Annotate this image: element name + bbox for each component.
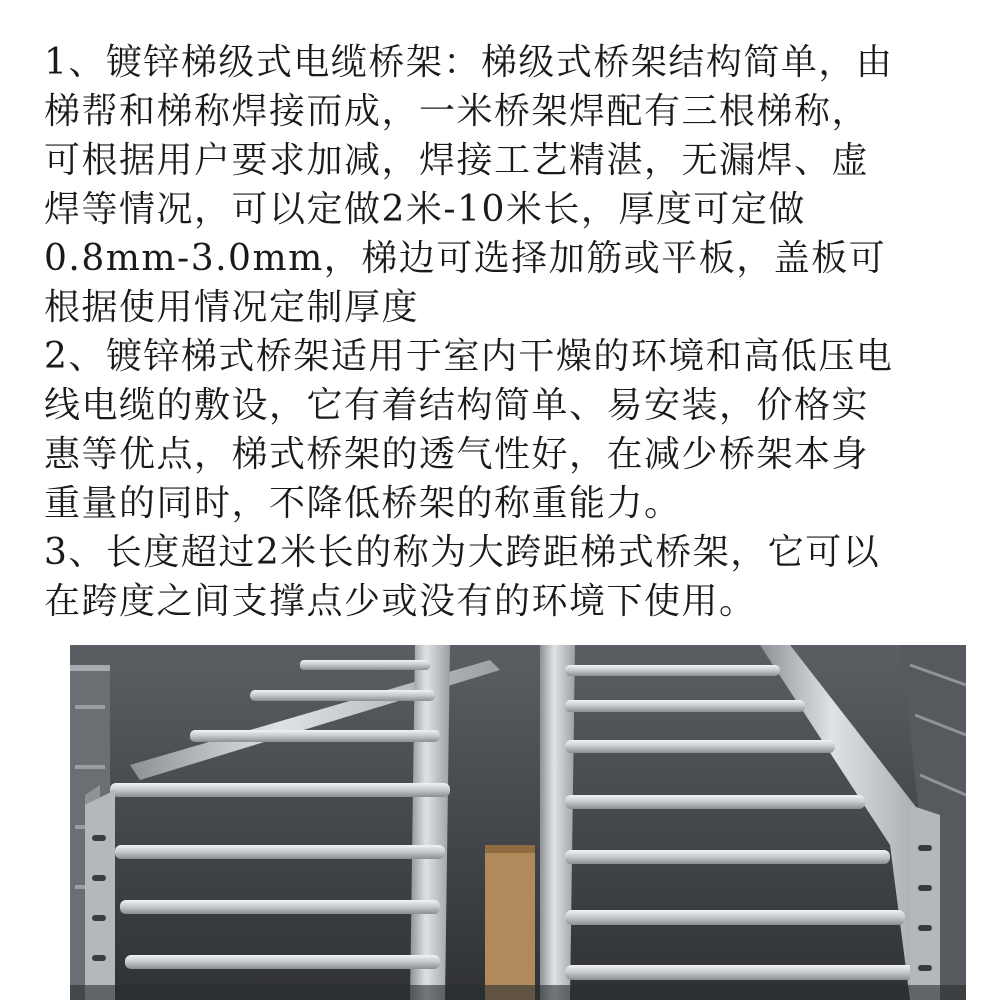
paragraph-line: 线电缆的敷设，它有着结构简单、易安装，价格实 (44, 385, 870, 426)
paragraph-line: 2、镀锌梯式桥架适用于室内干燥的环境和高低压电 (44, 336, 894, 377)
paragraph-line: 梯帮和梯称焊接而成，一米桥架焊配有三根梯称， (44, 91, 870, 132)
paragraph-line: 3、长度超过2米长的称为大跨距梯式桥架，它可以 (44, 532, 881, 573)
cable-tray-photo (70, 645, 966, 1000)
paragraph-line: 根据使用情况定制厚度 (44, 287, 420, 328)
paragraph-line: 重量的同时，不降低桥架的称重能力。 (44, 483, 682, 524)
paragraph-2 (44, 332, 944, 528)
paragraph-line: 焊等情况，可以定做2米-10米长，厚度可定做 (44, 189, 806, 230)
paragraph-line: 惠等优点，梯式桥架的透气性好，在减少桥架本身 (44, 434, 870, 475)
paragraph-line: 在跨度之间支撑点少或没有的环境下使用。 (44, 581, 757, 622)
description-text (44, 38, 944, 626)
paragraph-line: 可根据用户要求加减，焊接工艺精湛，无漏焊、虚 (44, 140, 870, 181)
wood-spacer (485, 845, 535, 1000)
paragraph-1 (44, 38, 944, 332)
cable-tray-illustration (70, 645, 966, 1000)
paragraph-line: 1、镀锌梯级式电缆桥架：梯级式桥架结构简单，由 (44, 42, 894, 83)
paragraph-3 (44, 528, 944, 626)
paragraph-line: 0.8mm-3.0mm，梯边可选择加筋或平板，盖板可 (44, 238, 887, 279)
